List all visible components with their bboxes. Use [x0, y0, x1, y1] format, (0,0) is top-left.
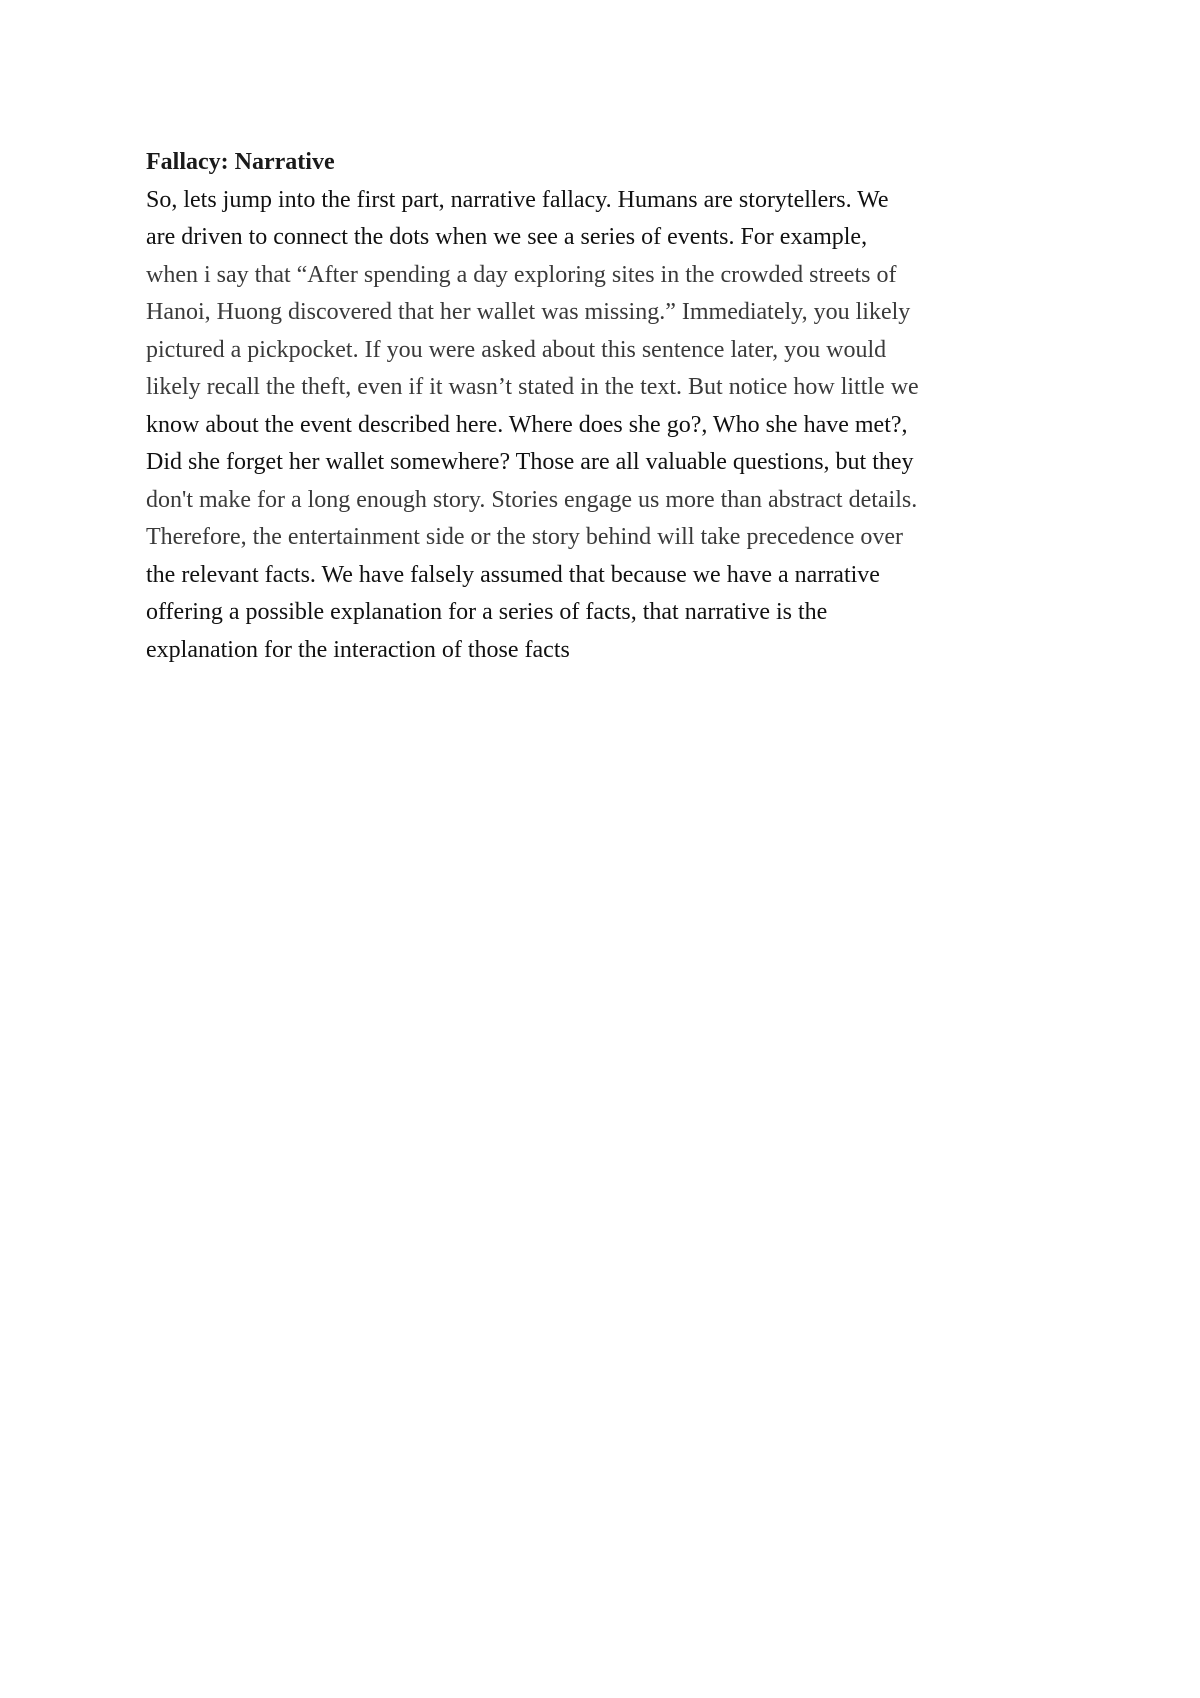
- paragraph-line: Did she forget her wallet somewhere? Those are all valuable questions, but they: [146, 449, 914, 475]
- paragraph-line: likely recall the theft, even if it wasn’t stated in the text. But notice how little we: [146, 374, 919, 400]
- paragraph-line: Therefore, the entertainment side or the story behind will take precedence over: [146, 524, 904, 550]
- paragraph-line: don't make for a long enough story. Stories engage us more than abstract details.: [146, 486, 918, 513]
- section-heading: Fallacy: Narrative: [146, 149, 335, 175]
- document-content: [146, 144, 1076, 669]
- paragraph-line: explanation for the interaction of those facts: [146, 636, 570, 663]
- paragraph-line: are driven to connect the dots when we see a series of events. For example,: [146, 224, 868, 250]
- paragraph-line: Hanoi, Huong discovered that her wallet was missing.” Immediately, you likely: [146, 299, 911, 325]
- paragraph-line: pictured a pickpocket. If you were asked about this sentence later, you would: [146, 336, 887, 363]
- paragraph-line: when i say that “After spending a day exploring sites in the crowded streets of: [146, 261, 897, 288]
- paragraph-line: know about the event described here. Where does she go?, Who she have met?,: [146, 411, 908, 438]
- paragraph-line: offering a possible explanation for a series of facts, that narrative is the: [146, 599, 828, 625]
- body-paragraph: [146, 182, 1076, 670]
- paragraph-line: So, lets jump into the first part, narrative fallacy. Humans are storytellers. We: [146, 186, 889, 213]
- paragraph-line: the relevant facts. We have falsely assumed that because we have a narrative: [146, 561, 880, 588]
